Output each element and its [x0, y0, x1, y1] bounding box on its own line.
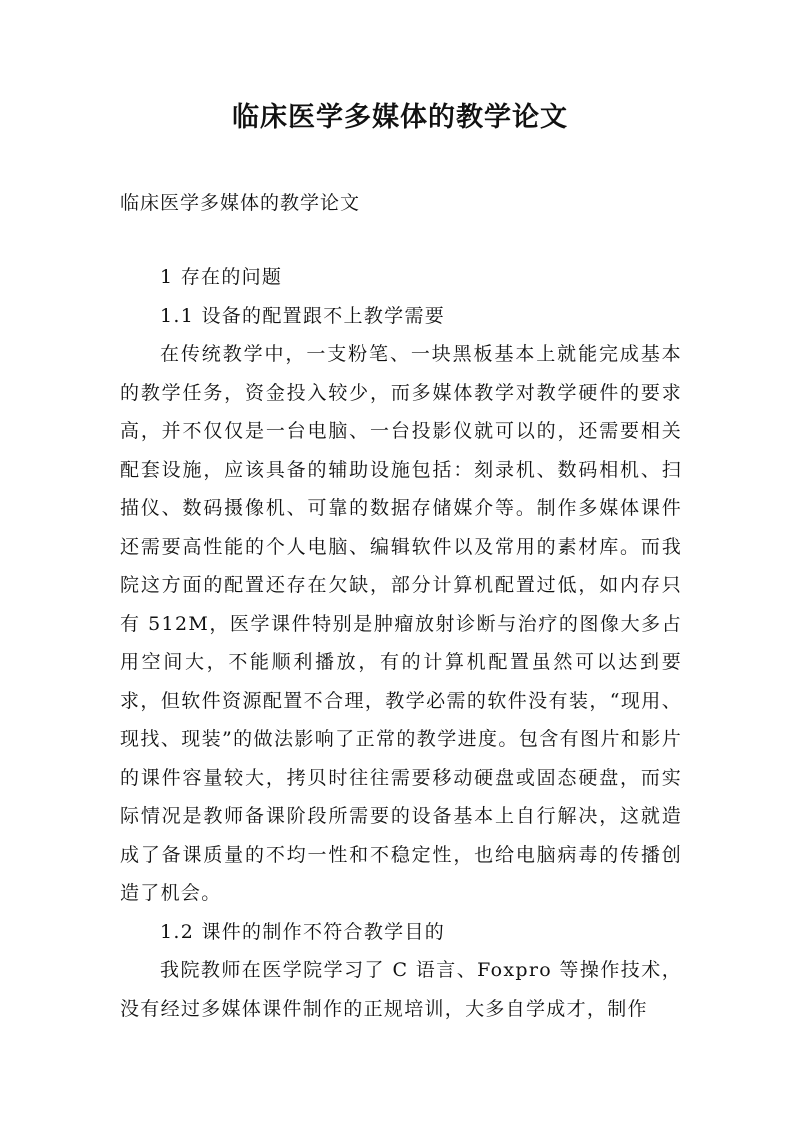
- document-title: 临床医学多媒体的教学论文: [232, 102, 568, 133]
- section-heading-1-1: 1.1 设备的配置跟不上教学需要: [160, 304, 446, 327]
- document-body: [120, 258, 682, 1028]
- section-heading-1-2: 1.2 课件的制作不符合教学目的: [160, 920, 446, 943]
- paragraph-1-1: 在传统教学中，一支粉笔、一块黑板基本上就能完成基本的教学任务，资金投入较少，而多媒体教学对教学硬件的要求高，并不仅仅是一台电脑、一台投影仪就可以的，还需要相关配套设施，应该具备的辅助设施包括：刻录机、数码相机、扫描仪、数码摄像机、可靠的数据存储媒介等。制作多媒体课件还需要高性能的个人电脑、编辑软件以及常用的素材库。而我院这方面的配置还存在欠缺，部分计算机配置过低，如内存只有 512M，医学课件特别是肿瘤放射诊断与治疗的图像大多占用空间大，不能顺利播放，有的计算机配置虽然可以达到要求，但软件资源配置不合理，教学必需的软件没有装，“现用、现找、现装”的做法影响了正常的教学进度。包含有图片和影片的课件容量较大，拷贝时往往需要移动硬盘或固态硬盘，而实际情况是教师备课阶段所需要的设备基本上自行解决，这就造成了备课质量的不均一性和不稳定性，也给电脑病毒的传播创造了机会。: [120, 343, 682, 904]
- section-heading-1: 1 存在的问题: [160, 266, 283, 288]
- document-subtitle: 临床医学多媒体的教学论文: [120, 192, 361, 214]
- paragraph-1-2: 我院教师在医学院学习了 C 语言、Foxpro 等操作技术，没有经过多媒体课件制作的正规培训，大多自学成才，制作: [120, 959, 682, 1020]
